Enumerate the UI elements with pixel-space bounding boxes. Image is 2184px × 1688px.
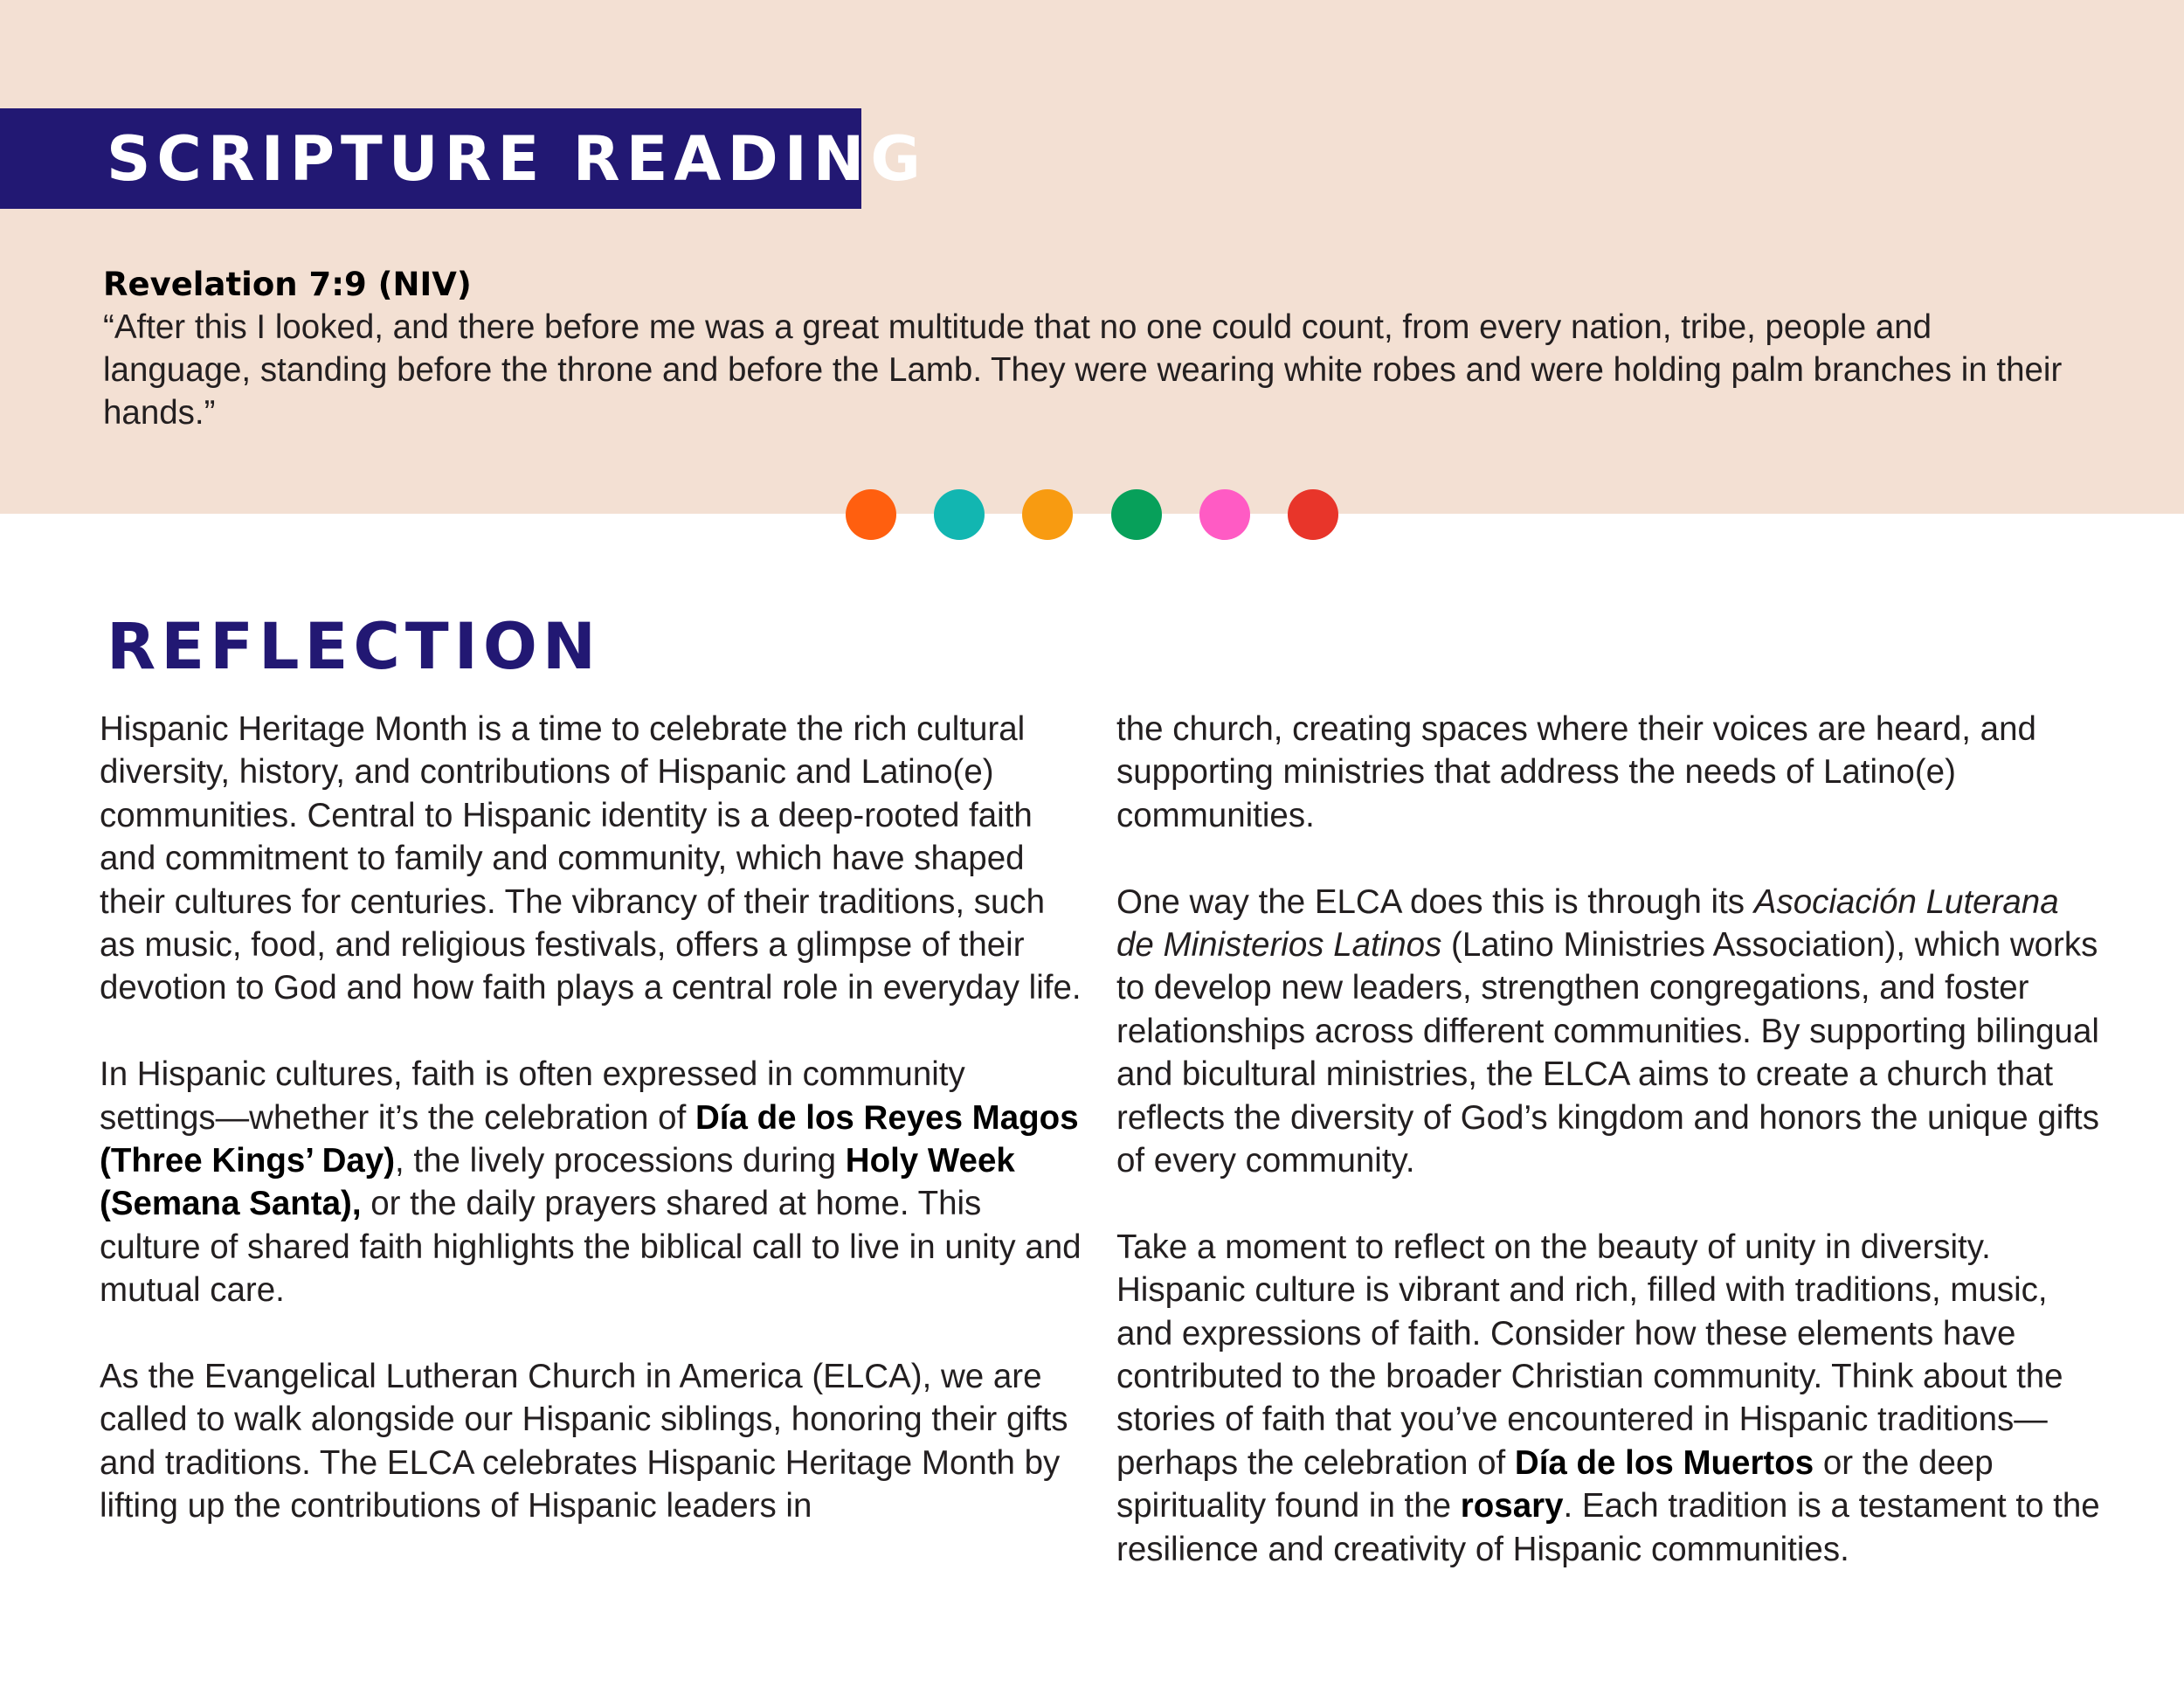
verse-text: “After this I looked, and there before me was a great multitude that no one could count, from every nation, tribe, people and language, standing before the throne and before the Lamb. They were wearing white robes and were holding palm branches in their hands.” [103, 308, 2063, 432]
reflection-title: REFLECTION [107, 610, 602, 684]
paragraph: As the Evangelical Lutheran Church in America (ELCA), we are called to walk alongside our Hispanic siblings, honoring their gifts and traditions. The ELCA celebrates Hispanic Heritage Month by lifting up the contributions of Hispanic leaders in [100, 1358, 1068, 1525]
scripture-verse [103, 264, 2086, 434]
paragraph: One way the ELCA does this is through its Asociación Luterana de Ministerios Latinos (Latino Ministries Association), which works to develop new leaders, strengthen congregations, and foster relationships across different communities. By supporting bilingual and bicultural ministries, the ELCA aims to create a church that reflects the diversity of God’s kingdom and honors the unique gifts of every community. [1116, 882, 2099, 1180]
paragraph: the church, creating spaces where their voices are heard, and supporting ministries that address the needs of Latino(e) communities. [1116, 710, 2036, 834]
paragraph: Hispanic Heritage Month is a time to celebrate the rich cultural diversity, history, and contributions of Hispanic and Latino(e) communities. Central to Hispanic identity is a deep-rooted faith and commitment to family and community, which have shaped their cultures for centuries. The vibrancy of their traditions, such as music, food, and religious festivals, offers a glimpse of their devotion to God and how faith plays a central role in everyday life. [100, 710, 1082, 1007]
scripture-banner [0, 108, 927, 209]
scripture-title: SCRIPTURE READING [107, 122, 927, 195]
paragraph: Take a moment to reflect on the beauty of unity in diversity. Hispanic culture is vibrant and rich, filled with traditions, music, and expressions of faith. Consider how these elements have contributed to the broader Christian community. Think about the stories of faith that you’ve encountered in Hispanic traditions—perhaps the celebration of Día de los Muertos or the deep spirituality found in the rosary. Each tradition is a testament to the resilience and creativity of Hispanic communities. [1116, 1228, 2100, 1568]
paragraph: In Hispanic cultures, faith is often expressed in community settings—whether it’s the celebration of Día de los Reyes Magos (Three Kings’ Day), the lively processions during Holy Week (Semana Santa), or the daily prayers shared at home. This culture of shared faith highlights the biblical call to live in unity and mutual care. [100, 1055, 1082, 1310]
scripture-section [0, 0, 2184, 514]
verse-reference: Revelation 7:9 (NIV) [103, 266, 472, 303]
reflection-column-left [100, 708, 1087, 1528]
reflection-column-right [1116, 708, 2104, 1571]
